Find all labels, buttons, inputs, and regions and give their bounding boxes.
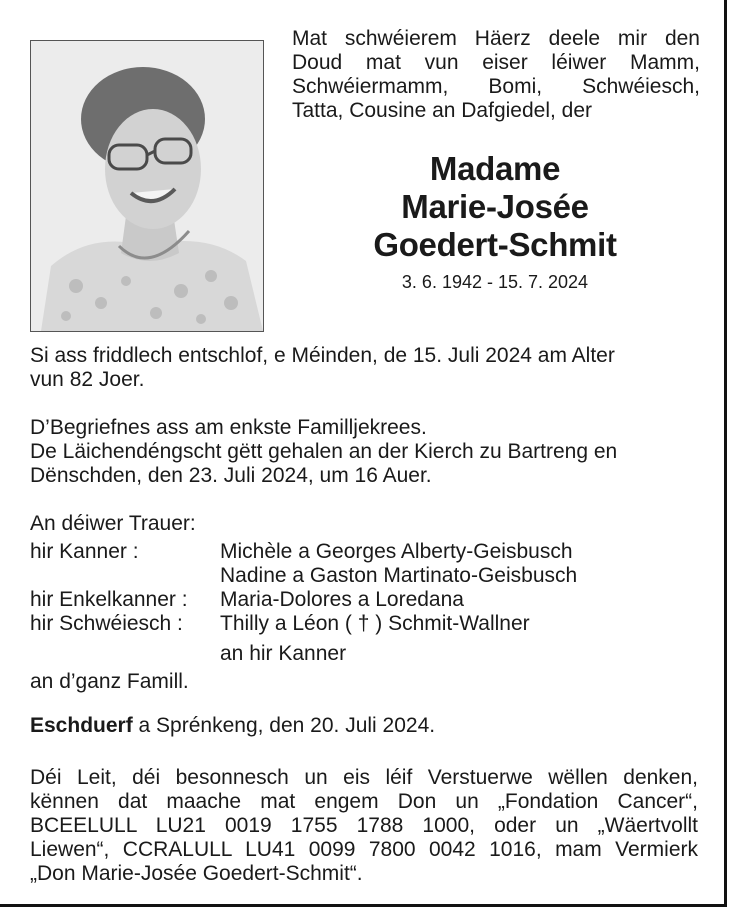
mourner-value: Thilly a Léon ( † ) Schmit-Wallner — [220, 612, 530, 635]
passing-line-1: Si ass friddlech entschlof, e Méinden, de 15. Juli 2024 am Alter — [30, 344, 615, 367]
mourner-value: Maria-Dolores a Loredana — [220, 588, 464, 611]
life-dates: 3. 6. 1942 - 15. 7. 2024 — [401, 272, 589, 292]
intro-line-3: Schwéiermamm, Bomi, Schwéiesch, — [292, 75, 700, 98]
deceased-surname: Goedert-Schmit — [373, 226, 617, 263]
funeral-line-1: D’Begriefnes ass am enkste Familljekrees. — [30, 416, 427, 439]
passing-line-2: vun 82 Joer. — [30, 368, 145, 391]
mourner-label: hir Schwéiesch : — [30, 612, 183, 635]
donation-line-4: Liewen“, CCRALULL LU41 0099 7800 0042 1016, mam Vermierk — [30, 838, 698, 861]
mourners-closing: an d’ganz Famill. — [30, 670, 189, 693]
deceased-salutation: Madame — [429, 150, 561, 187]
mourners-heading: An déiwer Trauer: — [30, 512, 196, 535]
place-rest: a Sprénkeng, den 20. Juli 2024. — [132, 714, 436, 737]
mourner-label: hir Kanner : — [30, 540, 139, 563]
intro-line-1: Mat schwéierem Häerz deele mir den — [292, 27, 700, 50]
deceased-first-names: Marie-Josée — [401, 188, 589, 225]
funeral-line-3: Dënschden, den 23. Juli 2024, um 16 Auer. — [30, 464, 432, 487]
donation-line-5: „Don Marie-Josée Goedert-Schmit“. — [30, 862, 363, 885]
mourner-value: Michèle a Georges Alberty-Geisbusch — [220, 540, 573, 563]
portrait-illustration — [31, 41, 263, 331]
intro-line-2: Doud mat vun eiser léiwer Mamm, — [292, 51, 700, 74]
donation-line-1: Déi Leit, déi besonnesch un eis léif Verstuerwe wëllen denken, — [30, 766, 698, 789]
mourner-value: an hir Kanner — [220, 642, 347, 665]
donation-line-2: kënnen dat maache mat engem Don un „Fondation Cancer“, — [30, 790, 698, 813]
portrait-photo — [30, 40, 264, 332]
funeral-line-2: De Läichendéngscht gëtt gehalen an der Kierch zu Bartreng en — [30, 440, 618, 463]
mourner-value: Nadine a Gaston Martinato-Geisbusch — [220, 564, 578, 587]
donation-line-3: BCEELULL LU21 0019 1755 1788 1000, oder un „Wäertvollt — [30, 814, 698, 837]
mourner-label: hir Enkelkanner : — [30, 588, 188, 611]
place-and-date — [30, 714, 435, 738]
place-town: Eschduerf — [30, 714, 133, 737]
intro-line-4: Tatta, Cousine an Dafgiedel, der — [292, 99, 593, 122]
